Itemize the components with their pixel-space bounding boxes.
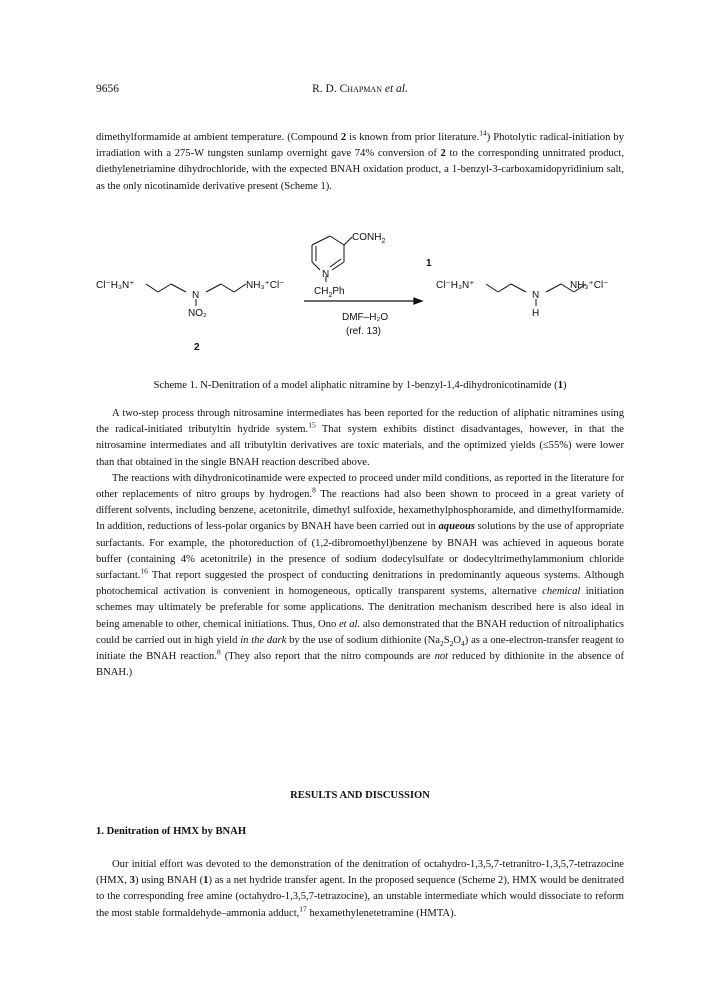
running-head-initials: R. D. <box>312 83 340 95</box>
running-head-author: Chapman <box>339 83 382 95</box>
paragraph-3: The reactions with dihydronicotinamide were expected to proceed under mild conditions, as reported in the literature for other replacements of nitro groups by hydrogen.$^8$ The reactions had also been shown to proceed in a great variety of different solvents, including benzene, acetonitrile, dimethyl sulfoxide, hexamethylphosphoramide, and dimethylformamide. In addition, reductions of less-polar organics by BNAH have been carried out in aqueous solutions by the use of appropriate surfactants. For example, the photoreduction of (1,2-dibromoethyl)benzene by BNAH was achieved in aqueous borate buffer (containing 4% acetonitrile) in the presence of sodium dodecylsulfate or dodecyltrimethylammonium chloride surfactant.$^{16}$ That report suggested the prospect of conducting denitrations in predominantly aqueous systems. Although photochemical activation is convenient in homogeneous, optically transparent systems, alternative chemical initiation schemes may ultimately be preferable for some applications. The denitration mechanism described here is also ideal in being amenable to other, chemical initiations. Thus, Ono et al. also demonstrated that the BNAH reduction of nitroaliphatics could be carried out in high yield in the dark by the use of sodium dithionite $(Na_2S_2O_4)$ as a one-electron-transfer reagent to initiate the BNAH reaction.$^8$ (They also report that the nitro compounds are not reduced by dithionite in the absence of BNAH.) <box>96 472 625 679</box>
page-number: 9656 <box>96 83 119 95</box>
conditions-solvent: DMF–H₂O <box>342 312 389 323</box>
conditions-reference: (ref. 13) <box>346 326 382 337</box>
paragraph-4: Our initial effort was devoted to the demonstration of the denitration of octahydro-1,3,5,7-tetranitro-1,3,5,7-tetrazocine (HMX, 3) using BNAH (1) as a net hydride transfer agent. In the proposed sequence (Scheme 2), HMX would be denitrated to the corresponding free amine (octahydro-1,3,5,7-tetrazocine), an unstable intermediate which would dissociate to reform the most stable formaldehyde–ammonia adduct,$^{17}$ hexamethylenetetramine (HMTA). <box>96 859 624 919</box>
paragraph-1 <box>96 130 624 195</box>
product-left-ammonium-label: Cl⁻H₃N⁺ <box>436 280 475 291</box>
results-heading: RESULTS AND DISCUSSION <box>290 790 430 801</box>
left-nitrogen-label: N <box>192 290 200 301</box>
ring-nitrogen-label: N <box>322 269 330 280</box>
conh2-label: $CONH_2$ <box>352 232 386 245</box>
citation: 8 <box>217 647 221 657</box>
ch2ph-label: $CH_2Ph$ <box>314 286 345 299</box>
p1-text: is known from prior literature. <box>346 132 480 143</box>
nitro-group-label: NO₂ <box>188 308 207 319</box>
left-ammonium-label: Cl⁻H₃N⁺ <box>96 280 135 291</box>
product-hydrogen-label: H <box>532 308 540 319</box>
citation: 14 <box>479 128 487 138</box>
scheme-1-diagram <box>96 232 624 382</box>
product-nitrogen-label: N <box>532 290 540 301</box>
p1-text: dimethylformamide at ambient temperature. (Compound <box>96 132 341 143</box>
running-head-etal: et al. <box>381 83 408 95</box>
product-right-ammonium-label: NH₃⁺Cl⁻ <box>570 280 609 291</box>
citation: 15 <box>308 420 316 430</box>
running-head <box>0 83 720 95</box>
citation: 16 <box>140 566 148 576</box>
reaction-arrow <box>304 298 422 304</box>
reagent-label-1: 1 <box>426 258 432 269</box>
paragraph-2: A two-step process through nitrosamine intermediates has been reported for the reduction of aliphatic nitramines using the radical-initiated tributyltin hydride system.$^{15}$ That system exhibits distinct disadvantages, however, in that the nitrosamine intermediates and all tributyltin derivatives are toxic materials, and the optimized yields (≤55%) were lower than that obtained in the single BNAH reaction described above. The reactions with dihydronicotinamide were expected to proceed under mild conditions, as reported in the literature for other replacements of nitro groups by hydrogen.$^8$ The reactions had also been shown to proceed in a great variety of different solvents, including benzene, acetonitrile, dimethyl sulfoxide, hexamethylphosphoramide, and dimethylformamide. In addition, reductions of less-polar organics by BNAH have been carried out in aqueous solutions by the use of appropriate surfactants. For example, the photoreduction of (1,2-dibromoethyl)benzene by BNAH was achieved in aqueous borate buffer (containing 4% acetonitrile) in the presence of sodium dodecylsulfate or dodecyltrimethylammonium chloride surfactant.$^{16}$ That report suggested the prospect of conducting denitrations in predominantly aqueous systems. Although photochemical activation is convenient in homogeneous, optically transparent systems, alternative chemical initiation schemes may ultimately be preferable for some applications. The denitration mechanism described here is also ideal in being amenable to other, chemical initiations. Thus, Ono et al. also demonstrated that the BNAH reduction of nitroaliphatics could be carried out in high yield in the dark by the use of sodium dithionite $(Na_2S_2O_4)$ as a one-electron-transfer reagent to initiate the BNAH reaction.$^8$ (They also report that the nitro compounds are not reduced by dithionite in the absence of BNAH.) <box>96 406 624 681</box>
p1-compound-ref: 2 <box>340 132 347 143</box>
reagent-1-structure <box>312 236 352 282</box>
scheme-caption: Scheme 1. N-Denitration of a model aliphatic nitramine by 1-benzyl-1,4-dihydronicotinamide (1) <box>153 380 567 391</box>
right-ammonium-label-left: NH₃⁺Cl⁻ <box>246 280 285 291</box>
subsection-heading: 1. Denitration of HMX by BNAH <box>96 826 247 837</box>
p1-text: ) Photolytic radical-initiation by irradiation with a 275-W tungsten sunlamp overnight gave 74% conversion of <box>96 132 625 160</box>
compound-label-2: 2 <box>194 342 200 353</box>
citation: 8 <box>312 485 316 495</box>
citation: 17 <box>299 904 307 914</box>
p1-compound-ref: 2 <box>440 148 446 160</box>
p1-text: to the corresponding unnitrated product, diethylenetriamine dihydrochloride, with the expected BNAH oxidation product, a 1-benzyl-3-carboxamidopyridinium salt, as the only nicotinamide derivative present (Scheme 1). <box>96 148 624 192</box>
